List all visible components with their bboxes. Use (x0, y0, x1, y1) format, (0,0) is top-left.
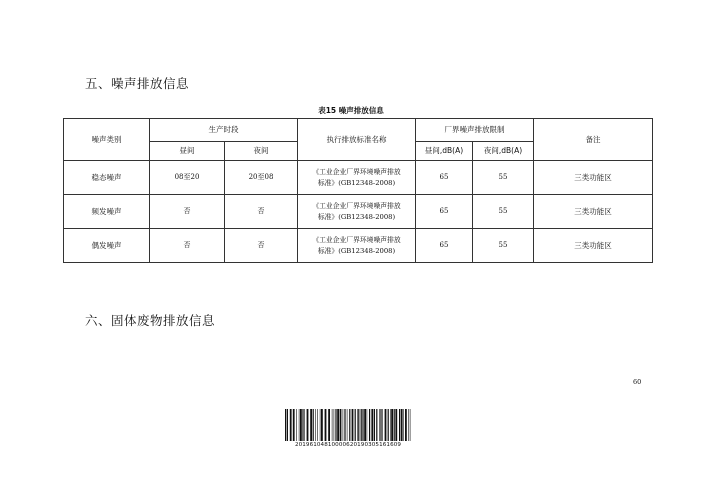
table-row (64, 229, 653, 263)
cell-day-limit: 65 (416, 161, 473, 195)
table-row (64, 161, 653, 195)
cell-standard (298, 195, 416, 229)
standard-line-1: 《工业企业厂界环境噪声排放 (312, 236, 401, 245)
cell-night-limit: 55 (473, 229, 534, 263)
barcode-image (283, 409, 413, 441)
standard-line-1: 《工业企业厂界环境噪声排放 (312, 168, 401, 177)
cell-standard (298, 161, 416, 195)
standard-line-1: 《工业企业厂界环境噪声排放 (312, 202, 401, 211)
cell-day-period: 08至20 (150, 161, 225, 195)
cell-remark: 三类功能区 (534, 195, 653, 229)
page-number: 60 (633, 378, 642, 386)
header-night: 夜间 (225, 142, 298, 161)
section-6-title: 六、固体废物排放信息 (85, 313, 216, 328)
cell-day-period: 否 (150, 229, 225, 263)
cell-night-period: 否 (225, 229, 298, 263)
cell-noise-type: 稳态噪声 (64, 161, 150, 195)
cell-day-limit: 65 (416, 229, 473, 263)
cell-night-limit: 55 (473, 195, 534, 229)
header-boundary-limit: 厂界噪声排放限制 (416, 119, 534, 142)
cell-remark: 三类功能区 (534, 161, 653, 195)
cell-day-period: 否 (150, 195, 225, 229)
cell-remark: 三类功能区 (534, 229, 653, 263)
cell-night-period: 20至08 (225, 161, 298, 195)
header-noise-type: 噪声类别 (64, 119, 150, 161)
header-production-period: 生产时段 (150, 119, 298, 142)
header-night-limit: 夜间,dB(A) (473, 142, 534, 161)
standard-line-2: 标准》(GB12348-2008) (317, 178, 396, 187)
barcode-number: 20196104810000620190305161609 (294, 442, 402, 448)
standard-line-2: 标准》(GB12348-2008) (317, 246, 396, 255)
header-standard: 执行排放标准名称 (298, 119, 416, 161)
cell-standard (298, 229, 416, 263)
section-5-title: 五、噪声排放信息 (85, 76, 190, 91)
cell-noise-type: 偶发噪声 (64, 229, 150, 263)
cell-day-limit: 65 (416, 195, 473, 229)
table-row (64, 195, 653, 229)
cell-night-period: 否 (225, 195, 298, 229)
header-day-limit: 昼间,dB(A) (416, 142, 473, 161)
cell-noise-type: 频发噪声 (64, 195, 150, 229)
noise-emission-table (63, 118, 653, 263)
header-day: 昼间 (150, 142, 225, 161)
standard-line-2: 标准》(GB12348-2008) (317, 212, 396, 221)
table-caption: 表15 噪声排放信息 (318, 106, 384, 115)
cell-night-limit: 55 (473, 161, 534, 195)
header-remark: 备注 (534, 119, 653, 161)
